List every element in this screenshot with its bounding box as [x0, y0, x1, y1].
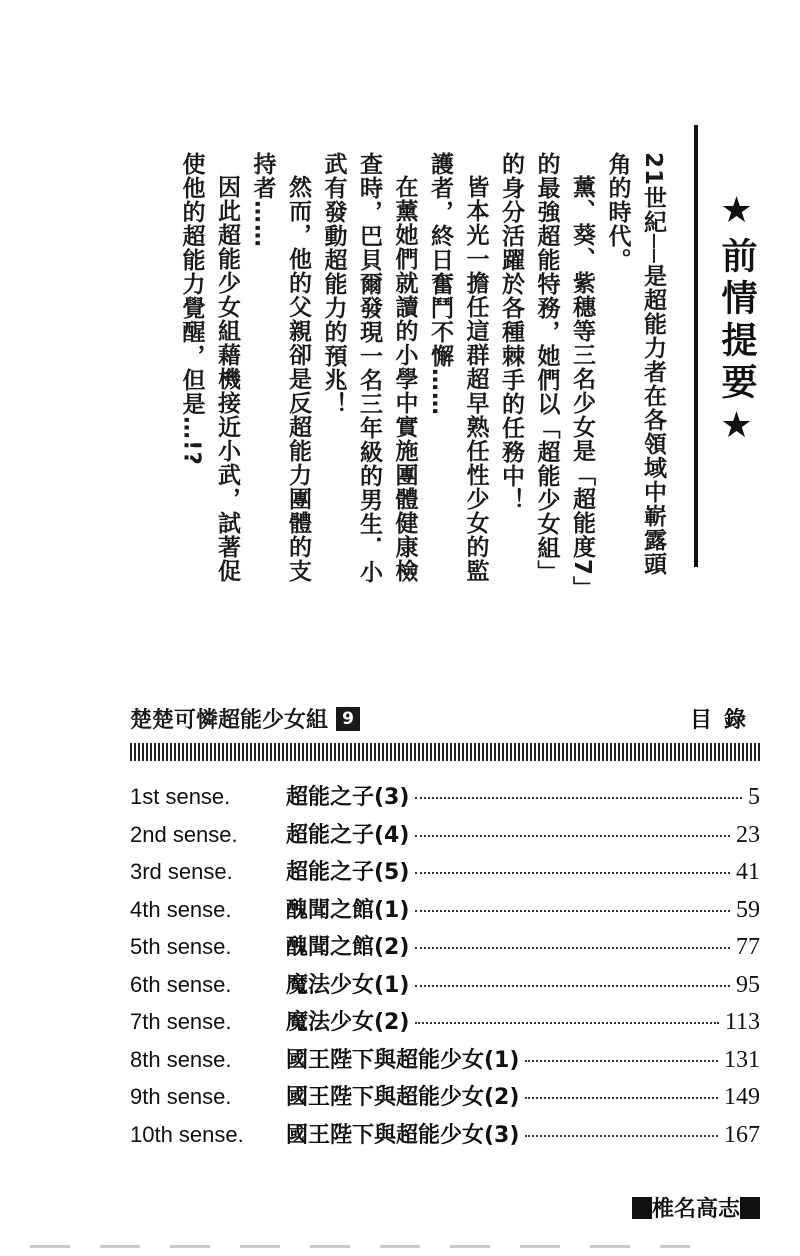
- toc-title: 醜聞之館(2): [286, 935, 410, 960]
- toc-entry[interactable]: [130, 855, 760, 893]
- toc-leader-dots: [415, 1022, 718, 1024]
- decorative-barcode-strip: [130, 743, 760, 761]
- toc-title: 超能之子(3): [286, 785, 410, 810]
- toc-entry[interactable]: [130, 780, 760, 818]
- toc-page-number: 23: [736, 821, 760, 848]
- synopsis-text: [130, 152, 670, 592]
- toc-chapter: 1st sense.: [130, 784, 231, 809]
- toc-page-number: 113: [724, 1009, 760, 1035]
- synopsis-paragraph: 21世紀──是超能力者在各領域中嶄露頭角的時代。: [604, 152, 666, 576]
- toc-leader-dots: [415, 835, 730, 837]
- toc-leader-dots: [415, 872, 730, 874]
- toc-leader-dots: [525, 1135, 718, 1137]
- toc-leader-dots: [415, 910, 730, 912]
- toc-page-number: 131: [724, 1046, 760, 1073]
- toc-chapter: 4th sense.: [130, 896, 232, 922]
- synopsis-paragraph: 然而，他的父親卻是反超能力團體的支持者……: [249, 152, 311, 583]
- toc-entry[interactable]: [130, 930, 760, 968]
- toc-chapter: 9th sense.: [130, 1084, 232, 1109]
- toc-title: 超能之子(5): [286, 860, 410, 885]
- toc-list: [130, 780, 760, 1155]
- synopsis-paragraph: 皆本光一擔任這群超早熟任性少女的監護者，終日奮鬥不懈……: [427, 152, 489, 583]
- toc-page-number: 5: [748, 784, 760, 810]
- book-title: [130, 703, 360, 734]
- toc-leader-dots: [525, 1060, 718, 1062]
- black-square-icon: [632, 1197, 652, 1219]
- toc-title: 國王陛下與超能少女(3): [286, 1122, 520, 1148]
- book-title-text: 楚楚可憐超能少女組: [130, 708, 329, 733]
- toc-title: 國王陛下與超能少女(1): [286, 1047, 520, 1073]
- toc-chapter: 3rd sense.: [130, 859, 233, 884]
- toc-title: 醜聞之館(1): [286, 897, 410, 923]
- toc-leader-dots: [415, 985, 730, 987]
- toc-page-number: 95: [736, 971, 760, 998]
- black-square-icon: [740, 1197, 760, 1219]
- toc-chapter: 5th sense.: [130, 934, 232, 959]
- volume-badge: 9: [336, 707, 360, 731]
- toc-leader-dots: [415, 797, 742, 799]
- toc-page-number: 167: [724, 1121, 760, 1148]
- toc-page-number: 77: [736, 934, 760, 960]
- author-credit: [632, 1192, 760, 1223]
- toc-entry[interactable]: [130, 893, 760, 931]
- toc-chapter: 6th sense.: [130, 971, 232, 997]
- page-edge-bleed: [30, 1245, 690, 1248]
- synopsis-paragraph: 在薰她們就讀的小學中實施團體健康檢查時，巴貝爾發現一名三年級的男生．小武有發動超能力的預兆！: [320, 152, 418, 584]
- synopsis-paragraph: 薰、葵、紫穗等三名少女是「超能度7」的最強超能特務，她們以「超能少女組」的身分活躍於各種棘手的任務中！: [498, 152, 595, 589]
- toc-chapter: 8th sense.: [130, 1046, 232, 1072]
- toc-title: 魔法少女(1): [286, 972, 410, 998]
- toc-leader-dots: [525, 1097, 718, 1099]
- toc-chapter: 7th sense.: [130, 1009, 232, 1034]
- toc-entry[interactable]: [130, 1005, 760, 1043]
- toc-entry[interactable]: [130, 1080, 760, 1118]
- toc-page-number: 59: [736, 896, 760, 923]
- toc-leader-dots: [415, 947, 730, 949]
- toc-chapter: 2nd sense.: [130, 821, 238, 847]
- synopsis-paragraph: 因此超能少女組藉機接近小武，試著促使他的超能力覺醒，但是…!?: [178, 152, 240, 583]
- toc-title: 國王陛下與超能少女(2): [286, 1085, 520, 1110]
- author-name: 椎名高志: [651, 1197, 740, 1222]
- toc-entry[interactable]: [130, 968, 760, 1006]
- toc-page-number: 149: [724, 1084, 760, 1110]
- synopsis-divider: [694, 125, 698, 567]
- toc-title: 魔法少女(2): [286, 1010, 410, 1035]
- toc-entry[interactable]: [130, 1043, 760, 1081]
- toc-entry[interactable]: [130, 1118, 760, 1156]
- toc-entry[interactable]: [130, 818, 760, 856]
- toc-title: 超能之子(4): [286, 822, 410, 848]
- toc-heading: 目錄: [690, 708, 759, 733]
- toc-page-number: 41: [736, 859, 760, 885]
- synopsis-heading: ★前情提要★: [716, 190, 757, 452]
- toc-chapter: 10th sense.: [130, 1121, 244, 1147]
